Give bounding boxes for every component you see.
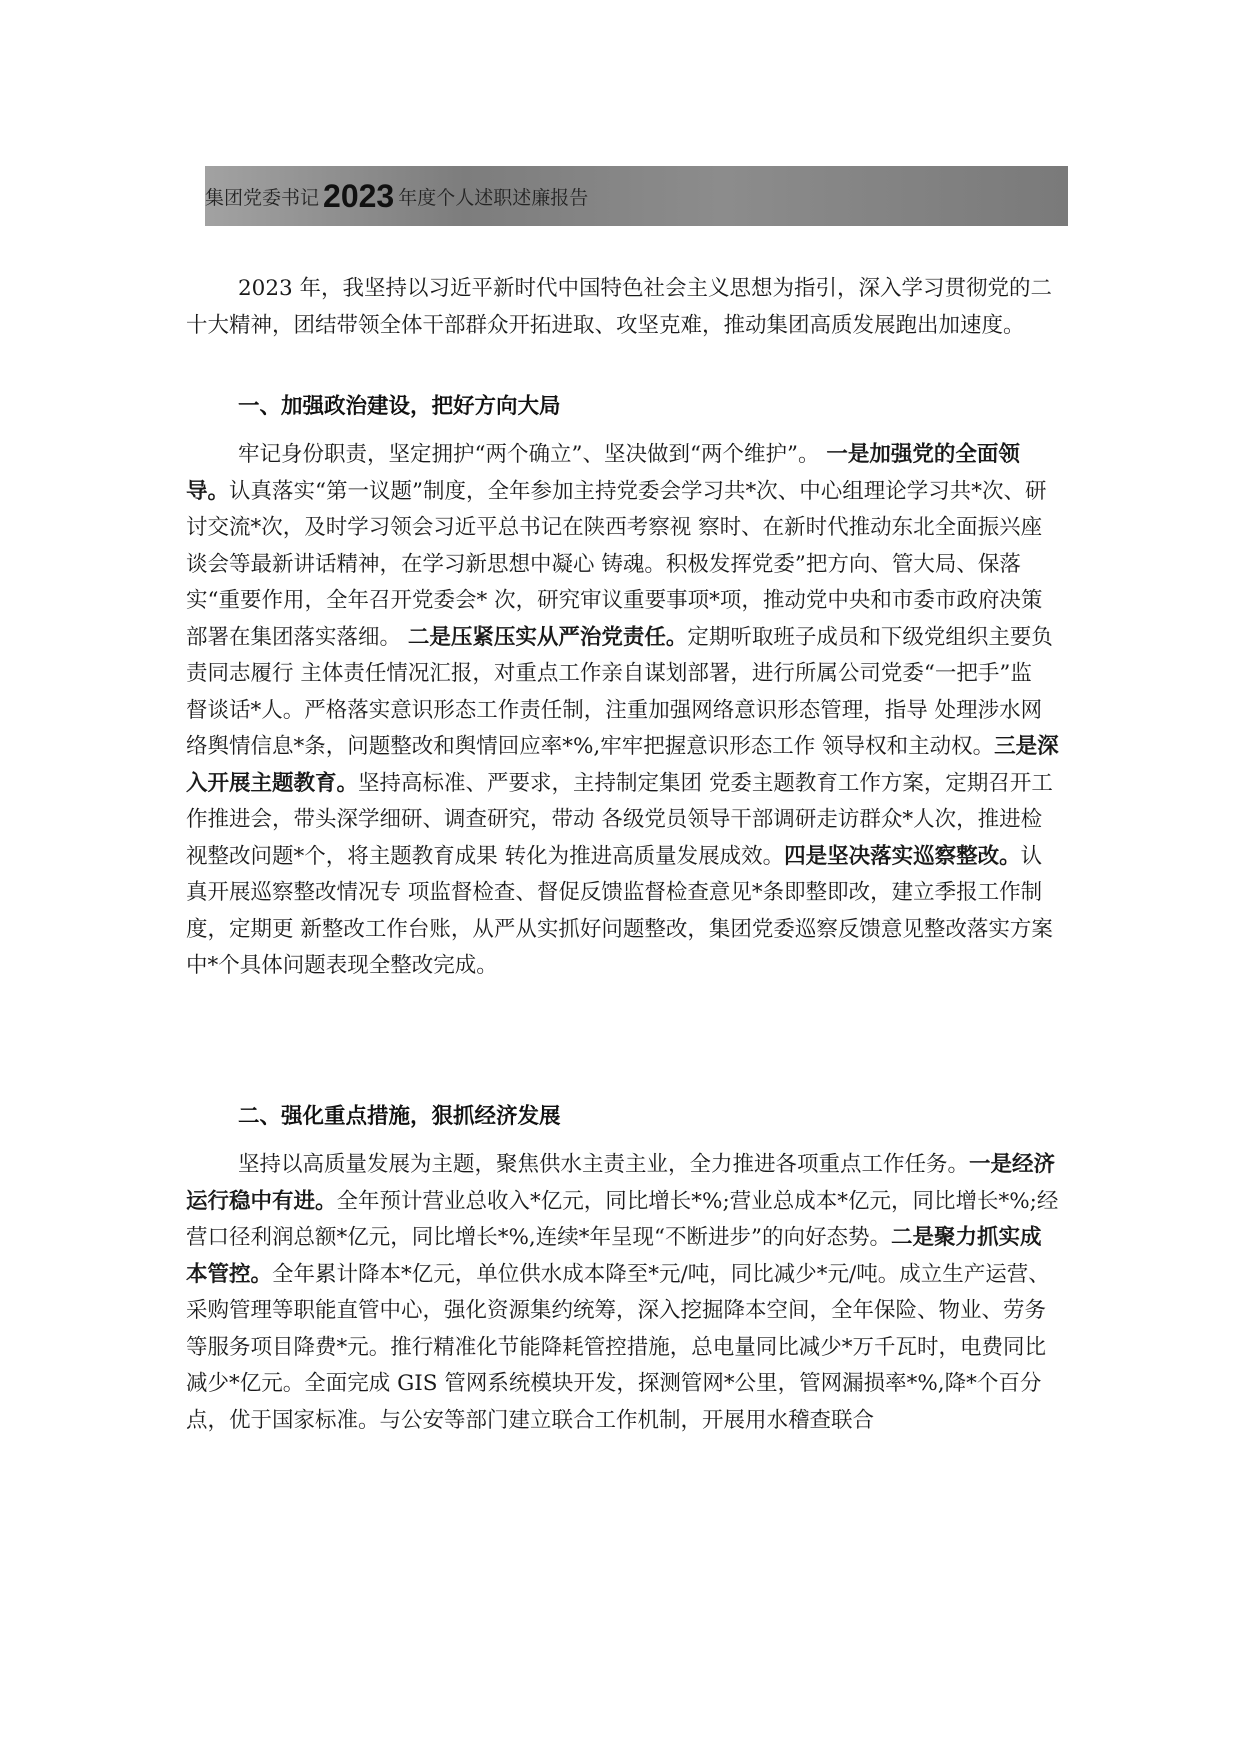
title-year: 2023 — [323, 177, 395, 214]
intro-paragraph: 2023 年，我坚持以习近平新时代中国特色社会主义思想为指引，深入学习贯彻党的二十大精神，团结带领全体干部群众开拓进取、攻坚克难，推动集团高质发展跑出加速度。 — [186, 276, 1053, 338]
section-2-body — [186, 1147, 1060, 1439]
bold-run: 二是压紧压实从严治党责任。 — [407, 624, 688, 650]
section-1-heading: 一、加强政治建设，把好方向大局 — [238, 394, 561, 419]
text-run: 认真开展巡察整改情况专 项监督检查、督促反馈监督检查意见*条即整即改，建立季报工作制度，定期更 新整改工作台账，从严从实抓好问题整改，集团党委巡察反馈意见整改落实方案 — [186, 843, 1053, 942]
title-suffix: 年度个人述职述廉报告 — [398, 186, 589, 209]
text-run: 坚持高标准、严要求，主持制定集团 党委主题教育工作方案，定期召开工作推进会，带头深学细研、调查研究，带动 各级党员领导干部调研走访群众*人次，推进检视整改问题*个，将主题教育成果 转化为推进高质量发展成效。 — [186, 770, 1053, 869]
section-1-body — [186, 437, 1060, 985]
title-banner — [205, 166, 1068, 226]
text-run: 全年预计营业总收入*亿元，同比增长*%;营业总成本*亿元，同比增长*%;经营口径利润总额*亿元，同比增长*%,连续*年呈现“不断进步”的向好态势。 — [186, 1188, 1059, 1250]
section-1-paragraph — [186, 437, 1060, 948]
title-prefix: 集团党委书记 — [205, 186, 320, 209]
bold-run: 一是经济运行稳中有进。 — [186, 1152, 1056, 1214]
section-2 — [186, 1099, 1060, 1136]
text-run: 全年累计降本*亿元，单位供水成本降至*元/吨，同比减少*元/吨。成立生产运营、采购管理等职能直管中心，强化资源集约统筹，深入挖掘降本空间，全年保险、物业、劳务等服务项目降费*元。推行精准化节能降耗管控措施，总电量同比减少*万千瓦时，电费同比减少*亿元。全面完成 GIS 管网系统模块开发，探测管网*公里，管网漏损率*%,降*个百分点，优于国家标准。与公安等部门建立联合工作机制，开展用水稽查联合 — [186, 1261, 1050, 1433]
section-1 — [186, 389, 1060, 426]
bold-run: 一是加强党的全面领导。 — [186, 442, 1020, 504]
section-2-heading: 二、强化重点措施，狠抓经济发展 — [238, 1104, 561, 1129]
text-run: 定期听取班子成员和下级党组织主要负责同志履行 主体责任情况汇报，对重点工作亲自谋划部署，进行所属公司党委“一把手”监 督谈话*人。严格落实意识形态工作责任制，注重加强网络意识形态管理，指导 处理涉水网络舆情信息*条，问题整改和舆情回应率*%,牢牢把握意识形态工作 领导权和主动权。 — [186, 624, 1053, 759]
bold-run: 三是深入开展主题教育。 — [186, 734, 1059, 796]
text-run: 认真落实“第一议题”制度，全年参加主持党委会学习共*次、中心组理论学习共*次、研讨交流*次，及时学习领会习近平总书记在陕西考察视 察时、在新时代推动东北全面振兴座谈会等最新讲话精神，在学习新思想中凝心 铸魂。积极发挥党委”把方向、管大局、保落实“重要作用，全年召开党委会* 次，研究审议重要事项*项，推动党中央和市委市政府决策部署在集团落实落细。 — [186, 478, 1047, 650]
section-1-tail: 中*个具体问题表现全整改完成。 — [186, 953, 498, 978]
section-2-paragraph — [186, 1147, 1060, 1439]
bold-run: 四是坚决落实巡察整改。 — [784, 843, 1021, 869]
intro-block — [186, 271, 1060, 344]
text-run: 坚持以高质量发展为主题，聚焦供水主责主业，全力推进各项重点工作任务。 — [238, 1152, 970, 1177]
text-run: 牢记身份职责，坚定拥护“两个确立”、坚决做到“两个维护”。 — [238, 442, 827, 467]
bold-run: 二是聚力抓实成本管控。 — [186, 1225, 1042, 1287]
